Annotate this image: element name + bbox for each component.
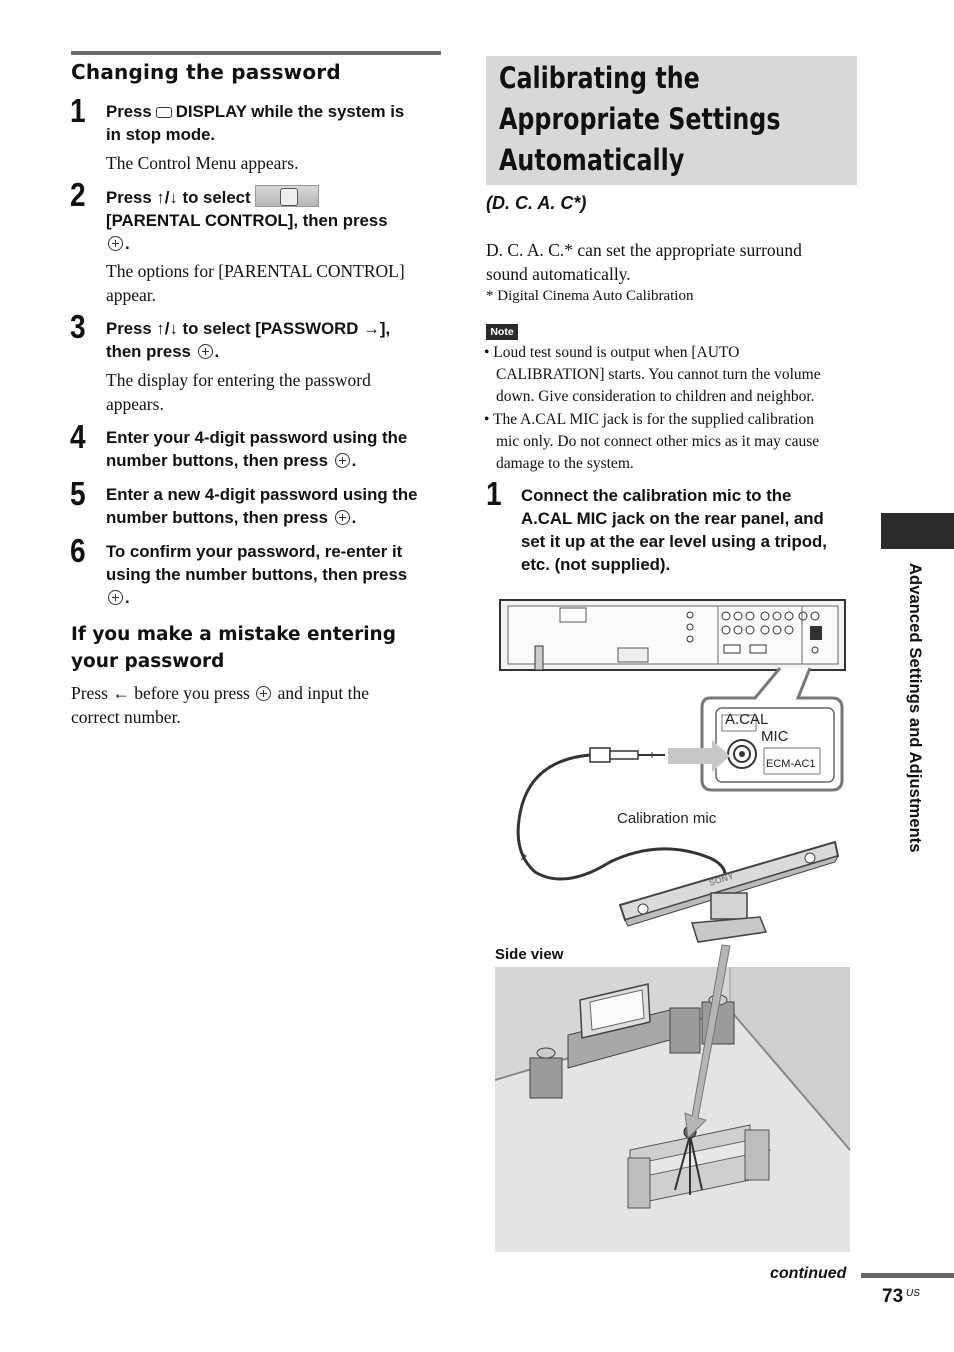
step-result-line: appear. — [106, 285, 157, 305]
step-result: The Control Menu appears. — [106, 153, 299, 173]
note-line: mic only. Do not connect other mics as it may cause — [496, 433, 820, 450]
parental-control-icon — [255, 185, 319, 207]
section-heading: Changing the password — [71, 60, 341, 84]
note-line: • The A.CAL MIC jack is for the supplied calibration — [484, 411, 815, 428]
side-view-label: Side view — [495, 946, 564, 963]
continued-rule — [861, 1273, 954, 1278]
mic-model-label: ECM-AC1 — [766, 758, 816, 770]
step-number: 1 — [70, 92, 86, 129]
step-instruction — [106, 317, 390, 363]
step-text-part: Enter your 4-digit password using the — [106, 428, 408, 447]
footnote: * Digital Cinema Auto Calibration — [486, 288, 694, 304]
step-instruction — [106, 185, 388, 255]
step-result-line: appears. — [106, 394, 164, 414]
step-text-part: . — [125, 588, 130, 607]
step-text-part: number buttons, then press — [106, 508, 328, 527]
step-number: 3 — [70, 308, 86, 345]
step-text-part: number buttons, then press — [106, 451, 328, 470]
section-tab-marker — [881, 513, 954, 549]
jack-label-mic: MIC — [761, 728, 789, 745]
step-instruction — [106, 426, 407, 472]
rear-panel-drawing — [500, 600, 845, 670]
step-text-part: Press ↑/↓ to select [PASSWORD →], — [106, 319, 391, 338]
step-number: 6 — [70, 532, 86, 569]
step-result-line: The options for [PARENTAL CONTROL] — [106, 261, 405, 281]
enter-button-icon — [108, 590, 123, 605]
display-button-icon — [156, 107, 172, 118]
step-number: 1 — [486, 475, 502, 512]
subheading — [71, 621, 396, 675]
page-number: 73 — [882, 1286, 904, 1307]
note-item — [484, 342, 821, 408]
enter-button-icon — [198, 344, 213, 359]
step-text-part: . — [214, 342, 220, 361]
title-line: Appropriate Settings — [499, 102, 781, 136]
title-line: Automatically — [499, 143, 685, 177]
continued-label: continued — [770, 1265, 847, 1282]
intro-line: sound automatically. — [486, 264, 631, 284]
enter-button-icon — [256, 686, 271, 701]
step-text-part: in stop mode. — [106, 125, 216, 144]
note-line: CALIBRATION] starts. You cannot turn the volume — [496, 366, 821, 383]
step-text-part: DISPLAY while the system is — [175, 102, 405, 121]
step-text-part: then press — [106, 342, 191, 361]
mistake-text-part: Press ← before you press — [71, 683, 250, 703]
page-title — [499, 58, 860, 181]
mistake-text — [71, 681, 369, 729]
calibration-mic-drawing — [620, 842, 838, 942]
calibration-setup-illustration — [480, 590, 860, 1260]
step-result-line: The display for entering the password — [106, 370, 371, 390]
note-line: down. Give consideration to children and neighbor. — [496, 388, 815, 405]
mic-plug — [590, 748, 665, 762]
jack-label-acal: A.CAL — [725, 711, 769, 728]
enter-button-icon — [335, 510, 350, 525]
title-line: Calibrating the — [499, 61, 700, 95]
step-text-part: . — [351, 451, 357, 470]
step-number: 5 — [70, 475, 86, 512]
step-result — [106, 368, 371, 416]
room-scene — [495, 967, 850, 1252]
step-text-part: Press ↑/↓ to select — [106, 188, 251, 207]
step-instruction — [106, 540, 407, 609]
note-line: • Loud test sound is output when [AUTO — [484, 344, 740, 361]
step-text-part: etc. (not supplied). — [521, 555, 671, 574]
intro-text — [486, 238, 802, 286]
subheading-line: If you make a mistake entering — [71, 624, 396, 645]
step-text-part: using the number buttons, then press — [106, 565, 408, 584]
step-instruction — [521, 484, 827, 576]
mic-caption: Calibration mic — [617, 810, 717, 827]
subheading-line: your password — [71, 651, 225, 672]
intro-line: D. C. A. C.* can set the appropriate surround — [486, 240, 802, 260]
step-text-part: . — [125, 234, 130, 253]
enter-button-icon — [335, 453, 350, 468]
step-text-part: . — [351, 508, 357, 527]
section-tab-label: Advanced Settings and Adjustments — [906, 563, 924, 853]
section-rule — [71, 51, 441, 55]
mistake-text-part: correct number. — [71, 707, 181, 727]
subtitle: (D. C. A. C*) — [486, 193, 587, 213]
step-text-part: Connect the calibration mic to the — [521, 486, 792, 505]
step-text-part: [PARENTAL CONTROL], then press — [106, 211, 388, 230]
step-instruction — [106, 483, 417, 529]
step-number: 4 — [70, 418, 86, 455]
enter-button-icon — [108, 236, 123, 251]
page-region-suffix: US — [906, 1288, 920, 1299]
step-result — [106, 259, 405, 307]
note-line: damage to the system. — [496, 455, 634, 472]
step-text-part: Enter a new 4-digit password using the — [106, 485, 418, 504]
step-text-part: Press — [106, 102, 152, 121]
step-text-part: A.CAL MIC jack on the rear panel, and — [521, 509, 824, 528]
step-text-part: To confirm your password, re-enter it — [106, 542, 403, 561]
mic-brand: SONY — [707, 870, 735, 888]
note-badge: Note — [486, 324, 518, 340]
mistake-text-part: and input the — [277, 683, 369, 703]
step-instruction — [106, 100, 404, 146]
step-text-part: set it up at the ear level using a tripod, — [521, 532, 827, 551]
note-item — [484, 409, 819, 475]
step-number: 2 — [70, 176, 86, 213]
